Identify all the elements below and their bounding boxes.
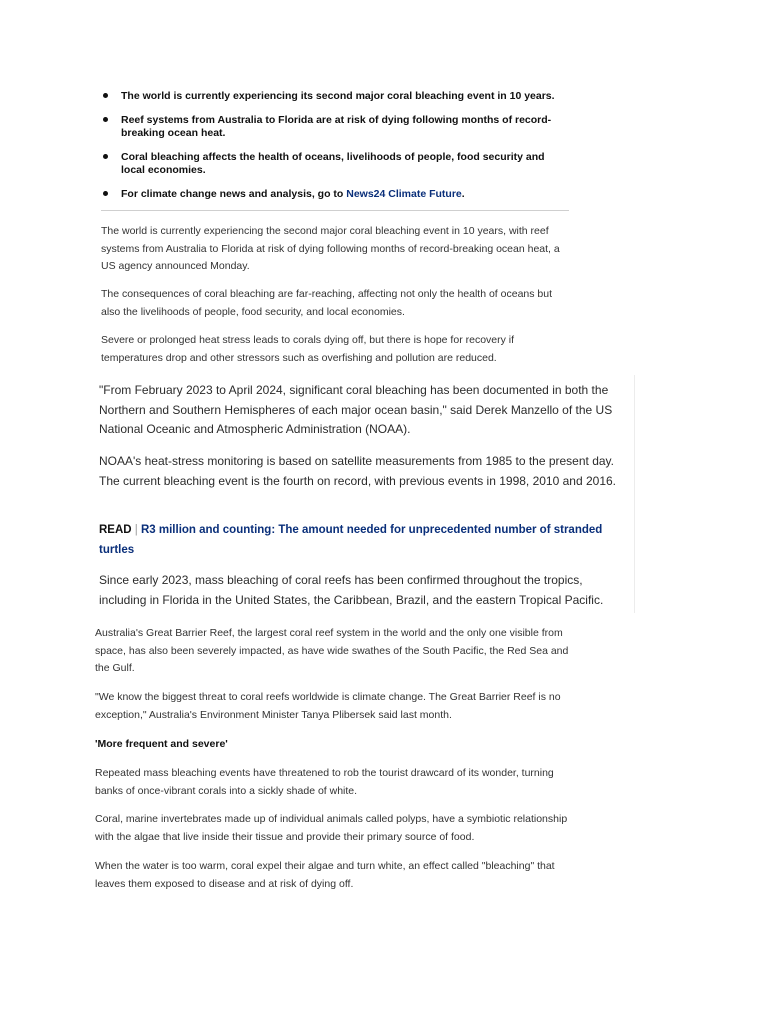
read-more (99, 521, 627, 560)
read-label: READ (99, 524, 132, 536)
highlight-item (100, 114, 570, 140)
noaa-paragraph: NOAA's heat-stress monitoring is based on satellite measurements from 1985 to the present day. The current bleaching event is the fourth on record, with previous events in 1998, 2010 and 2016. (99, 454, 616, 488)
highlight-text: Coral bleaching affects the health of oceans, livelihoods of people, food security and local economies. (121, 151, 545, 176)
bullet-dot-icon (103, 191, 108, 196)
divider (101, 210, 569, 211)
bullet-dot-icon (103, 117, 108, 122)
highlights-list (100, 90, 570, 211)
read-more-link[interactable]: R3 million and counting: The amount needed for unprecedented number of stranded turtles (99, 524, 603, 556)
highlight-text: Reef systems from Australia to Florida are at risk of dying following months of record-breaking ocean heat. (121, 114, 552, 139)
body-paragraph: When the water is too warm, coral expel their algae and turn white, an effect called "bleaching" that leaves them exposed to disease and at risk of dying off. (95, 860, 555, 890)
highlight-item (100, 90, 570, 103)
intro-paragraph: The world is currently experiencing the second major coral bleaching event in 10 years, with reef systems from Australia to Florida at risk of dying following months of record-breaking ocean heat, a US agency announced Monday. (101, 225, 560, 272)
read-separator: | (131, 524, 141, 536)
tropics-paragraph: Since early 2023, mass bleaching of coral reefs has been confirmed throughout the tropics, including in Florida in the United States, the Caribbean, Brazil, and the eastern Tropical Pacific. (99, 573, 604, 607)
quote-paragraph: "From February 2023 to April 2024, significant coral bleaching has been documented in both the Northern and Southern Hemispheres of each major ocean basin," said Derek Manzello of the US National Oceanic and Atmospheric Administration (NOAA). (99, 383, 613, 436)
body-paragraph: Repeated mass bleaching events have threatened to rob the tourist drawcard of its wonder, turning banks of once-vibrant corals into a sickly shade of white. (95, 767, 554, 797)
subheading: 'More frequent and severe' (95, 738, 228, 750)
body-paragraph: Australia's Great Barrier Reef, the largest coral reef system in the world and the only one visible from space, has also been severely impacted, as have wide swathes of the South Pacific, the Red Sea and the Gulf. (95, 627, 569, 674)
highlight-suffix: . (461, 188, 465, 200)
bullet-dot-icon (103, 154, 108, 159)
intro-paragraph: The consequences of coral bleaching are far-reaching, affecting not only the health of oceans but also the livelihoods of people, food security, and local economies. (101, 288, 553, 318)
climate-future-link[interactable]: News24 Climate Future (346, 188, 462, 200)
highlight-text: For climate change news and analysis, go to (121, 188, 347, 200)
highlight-text: The world is currently experiencing its second major coral bleaching event in 10 years. (121, 90, 555, 102)
body-paragraph: Coral, marine invertebrates made up of individual animals called polyps, have a symbiotic relationship with the algae that live inside their tissue and provide their primary source of food. (95, 813, 568, 843)
intro-paragraph: Severe or prolonged heat stress leads to corals dying off, but there is hope for recovery if temperatures drop and other stressors such as overfishing and pollution are reduced. (101, 334, 515, 364)
bullet-dot-icon (103, 93, 108, 98)
body-paragraph: "We know the biggest threat to coral reefs worldwide is climate change. The Great Barrier Reef is no exception," Australia's Environment Minister Tanya Plibersek said last month. (95, 691, 561, 721)
highlight-item (100, 188, 570, 201)
highlight-item (100, 151, 570, 177)
article-block (94, 375, 635, 613)
